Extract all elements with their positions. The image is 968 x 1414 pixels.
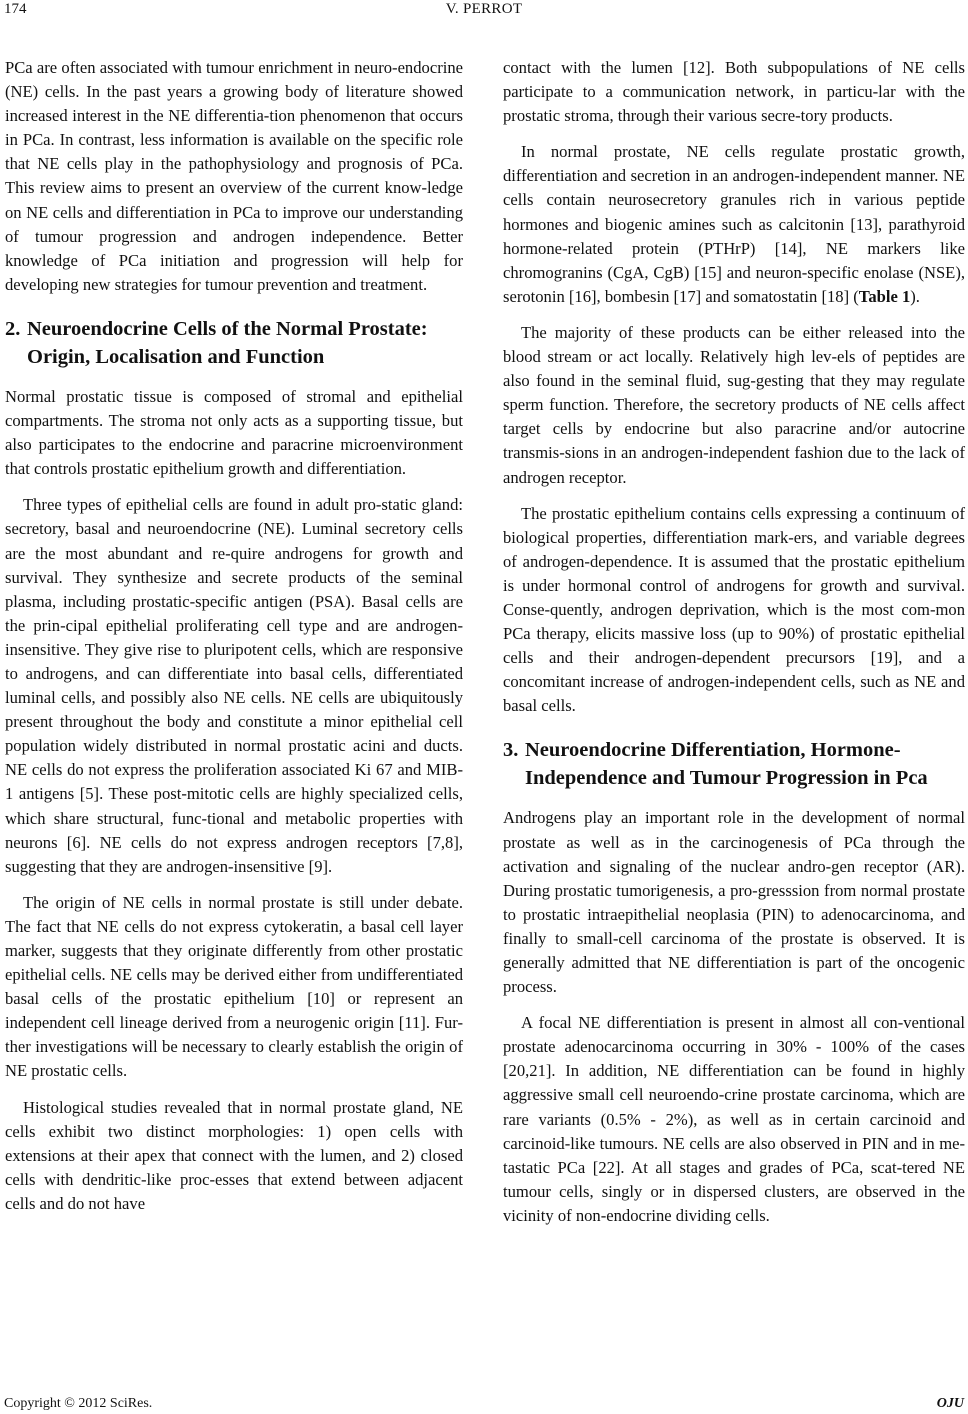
section-2-paragraph-1: Normal prostatic tissue is composed of stromal and epithelial compartments. The stroma not only acts as a supporting tissue, but also participates to the endocrine and paracrine microenvironment that controls prostatic epithelium growth and differentiation.	[5, 386, 463, 479]
page-number: 174	[4, 1, 27, 17]
section-3-paragraph-1: Androgens play an important role in the development of normal prostate as well as in the carcinogenesis of PCa through the activation and signaling of the nuclear andro-gen receptor (AR). During prostatic tumorigenesis, a pro-gresssion from normal prostate to prostatic intraepithelial neoplasia (PIN) to adenocarcinoma, and finally to small-cell carcinoma of the prostate is observed. It is generally admitted that NE differentiation is part of the oncogenic process.	[503, 808, 965, 997]
section-3-heading	[503, 736, 965, 792]
journal-abbreviation: OJU	[936, 1396, 964, 1411]
intro-paragraph-end: PCa are often associated with tumour enrichment in neuro-endocrine (NE) cells. In the past years a growing body of literature showed increased interest in the NE differentia-tion phenomenon that occurs in PCa. In contrast, less information is available on the specific role that NE cells play in the pathophysiology and prognosis of PCa. This review aims to present an overview of the current know-ledge on NE cells and differentiation in PCa to improve our understanding of tumour progression and androgen independence. Better knowledge of PCa initiation and progression will help for developing new strategies for tumour prevention and treatment.	[5, 58, 463, 294]
section-2-number: 2.	[5, 317, 21, 340]
section-2-paragraph-3: The origin of NE cells in normal prostate is still under debate. The fact that NE cells do not express cytokeratin, a basal cell layer marker, suggests that they originate differently from other prostatic epithelial cells. NE cells may be derived either from undifferentiated basal cells of the prostatic epithelium [10] or represent an independent cell lineage derived from a neurogenic origin [11]. Fur-ther investigations will be necessary to clearly establish the origin of NE prostatic cells.	[5, 892, 463, 1081]
section-2-paragraph-4-continued: contact with the lumen [12]. Both subpopulations of NE cells participate to a communication network, in particu-lar with the prostatic stroma, through their various secre-tory products.	[503, 58, 965, 126]
section-2-paragraph-6: The majority of these products can be either released into the blood stream or act locally. Relatively high lev-els of peptides are also found in the seminal fluid, sug-gesting that they may regulate sperm function. Therefore, the secretory products of NE cells affect target cells by endocrine but also paracrine and/or autocrine transmis-sions in an androgen-independent fashion due to the lack of androgen receptor.	[503, 322, 965, 487]
section-2-heading	[5, 315, 463, 371]
section-2-title: Neuroendocrine Cells of the Normal Prostate: Origin, Localisation and Function	[27, 317, 428, 368]
table-1-reference-link[interactable]: Table 1	[858, 286, 911, 306]
right-column	[503, 56, 965, 1240]
section-2-paragraph-2: Three types of epithelial cells are found in adult pro-static gland: secretory, basal and neuroendocrine (NE). Luminal secretory cells are the most abundant and re-quire androgens for growth and survival. They synthesize and secrete products of the seminal plasma, including prostatic-specific antigen (PSA). Basal cells are the prin-cipal epithelial proliferating cell type and are androgen-insensitive. They give rise to pluripotent cells, which are responsive to androgens, and can differentiate into basal cells, differentiated luminal cells, and possibly also NE cells. NE cells are ubiquitously present throughout the body and constitute a minor epithelial cell population widely distributed in normal prostatic acini and ducts. NE cells do not express the proliferation associated Ki 67 and MIB-1 antigens [5]. These post-mitotic cells are highly specialized cells, which share structural, func-tional and metabolic properties with neurons [6]. NE cells do not express androgen receptors [7,8], suggesting that they are androgen-insensitive [9].	[5, 495, 463, 876]
paragraph-5-text-end: ).	[910, 286, 920, 306]
running-head: V. PERROT	[445, 1, 523, 17]
section-3-paragraph-2: A focal NE differentiation is present in almost all con-ventional prostate adenocarcinoma occurring in 30% - 100% of the cases [20,21]. In addition, NE differentiation can be found in highly aggressive small cell neuroendo-crine prostate carcinoma, which are rare variants (0.5% - 2%), as well as in certain carcinoid and carcinoid-like tumours. NE cells are also observed in PIN and in me-tastatic PCa [22]. At all stages and grades of PCa, scat-tered NE tumour cells, singly or in dispersed clusters, are observed in the vicinity of non-endocrine dividing cells.	[503, 1013, 965, 1225]
left-column	[5, 56, 463, 1228]
section-2-paragraph-5	[503, 140, 965, 309]
section-2-paragraph-4: Histological studies revealed that in normal prostate gland, NE cells exhibit two distinct morphologies: 1) open cells with extensions at their apex that connect with the lumen, and 2) closed cells with dendritic-like proc-esses that extend between adjacent cells and do not have	[5, 1097, 463, 1213]
copyright-footer: Copyright © 2012 SciRes.	[4, 1396, 153, 1411]
section-3-number: 3.	[503, 739, 519, 762]
section-2-paragraph-7: The prostatic epithelium contains cells expressing a continuum of biological properties, differentiation mark-ers, and variable degrees of androgen-dependence. It is assumed that the prostatic epithelium is under hormonal control of androgens for growth and survival. Conse-quently, androgen deprivation, which is the most com-mon PCa therapy, elicits massive loss (up to 90%) of prostatic epithelial cells and their androgen-dependent precursors [19], and a concomitant increase of androgen-independent cells, such as NE and basal cells.	[503, 503, 965, 716]
section-3-title: Neuroendocrine Differentiation, Hormone-Independence and Tumour Progression in Pca	[525, 739, 928, 790]
paragraph-5-text: In normal prostate, NE cells regulate prostatic growth, differentiation and secretion in an androgen-independent manner. NE cells contain neurosecretory granules rich in various peptide hormones and biogenic amines such as calcitonin [13], parathyroid hormone-related protein (PTHrP) [14], NE markers like chromogranins (CgA, CgB) [15] and neuron-specific enolase (NSE), serotonin [16], bombesin [17] and somatostatin [18] (	[503, 142, 965, 306]
